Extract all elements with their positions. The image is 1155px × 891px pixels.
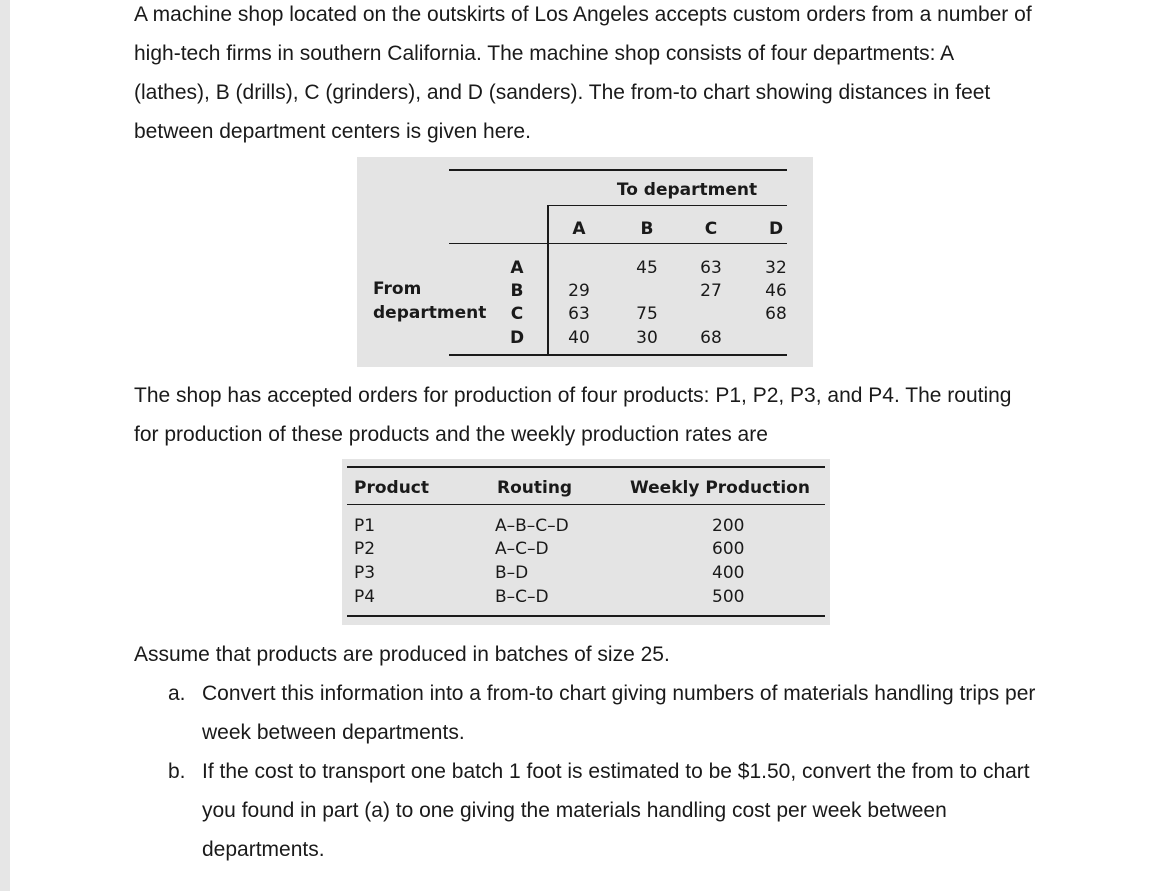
col-header-D: D	[768, 219, 784, 239]
row-divider-vertical	[547, 205, 549, 354]
row4-product: P4	[354, 587, 376, 607]
table2-header-rule	[347, 504, 825, 505]
header-bottom-rule	[449, 243, 787, 244]
cell-B-A: 29	[568, 281, 590, 301]
page-edge	[0, 0, 10, 891]
row3-weekly: 400	[712, 563, 745, 583]
col-header-B: B	[640, 219, 654, 239]
row2-weekly: 600	[712, 539, 745, 559]
row4-routing: B–C–D	[495, 587, 549, 607]
col-header-A: A	[572, 219, 586, 239]
products-paragraph: The shop has accepted orders for production of four products: P1, P2, P3, and P4. The routing for production of these products and the weekly production rates are	[134, 384, 1012, 446]
cell-D-C: 68	[700, 328, 722, 348]
table2-bottom-rule	[347, 615, 825, 617]
row-label-C: C	[510, 304, 524, 324]
row4-weekly: 500	[712, 587, 745, 607]
cell-D-B: 30	[636, 328, 658, 348]
header-weekly-production: Weekly Production	[630, 478, 810, 498]
to-department-header: To department	[616, 180, 758, 200]
to-header-rule	[547, 205, 787, 206]
cell-C-B: 75	[636, 304, 658, 324]
cell-B-C: 27	[700, 281, 722, 301]
cell-C-D: 68	[765, 304, 787, 324]
table-top-rule	[449, 169, 787, 171]
batch-note: Assume that products are produced in batches of size 25.	[134, 643, 670, 666]
product-routing-table	[342, 459, 830, 625]
question-b: If the cost to transport one batch 1 foot is estimated to be $1.50, convert the from to chart you found in part (a) to one giving the materials handling cost per week between departments.	[202, 760, 1030, 861]
department-label: department	[373, 303, 487, 323]
question-b-marker: b.	[168, 760, 186, 783]
intro-paragraph: A machine shop located on the outskirts of Los Angeles accepts custom orders from a number of high-tech firms in southern California. The machine shop consists of four departments: A (lathes), B (drills), C (grinders), and D (sanders). The from-to chart showing distances in feet between department centers is given here.	[134, 3, 1032, 143]
from-label: From	[373, 279, 422, 299]
cell-A-B: 45	[636, 258, 658, 278]
table-bottom-rule	[449, 354, 787, 356]
cell-A-C: 63	[700, 258, 722, 278]
question-a-marker: a.	[168, 682, 186, 705]
row1-product: P1	[354, 516, 376, 536]
table2-top-rule	[347, 466, 825, 468]
row2-product: P2	[354, 539, 376, 559]
row3-routing: B–D	[495, 563, 529, 583]
col-header-C: C	[704, 219, 718, 239]
row1-routing: A–B–C–D	[495, 516, 569, 536]
question-a: Convert this information into a from-to chart giving numbers of materials handling trips per week between departments.	[202, 682, 1036, 744]
cell-C-A: 63	[568, 304, 590, 324]
cell-A-D: 32	[765, 258, 787, 278]
header-product: Product	[354, 478, 429, 498]
row-label-B: B	[510, 281, 524, 301]
header-routing: Routing	[497, 478, 573, 498]
row-label-A: A	[510, 258, 524, 278]
cell-B-D: 46	[765, 281, 787, 301]
cell-D-A: 40	[568, 328, 590, 348]
row2-routing: A–C–D	[495, 539, 549, 559]
distance-from-to-table	[357, 157, 813, 367]
row-label-D: D	[509, 328, 525, 348]
row3-product: P3	[354, 563, 376, 583]
row1-weekly: 200	[712, 516, 745, 536]
